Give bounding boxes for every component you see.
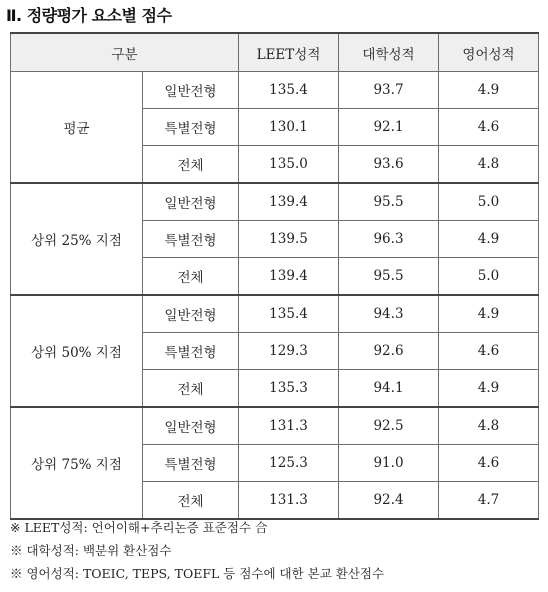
- english-cell: 4.9: [439, 370, 539, 408]
- gpa-cell: 95.5: [339, 258, 439, 296]
- gpa-cell: 93.7: [339, 72, 439, 109]
- gpa-cell: 92.4: [339, 482, 439, 520]
- leet-cell: 135.0: [239, 146, 339, 184]
- table-header-row: [11, 33, 539, 72]
- admission-type-cell: 전체: [143, 258, 239, 296]
- group-label: 상위 25% 지점: [11, 183, 143, 295]
- table-row: [11, 407, 539, 445]
- score-table: [10, 32, 539, 520]
- gpa-cell: 92.5: [339, 407, 439, 445]
- leet-cell: 130.1: [239, 109, 339, 146]
- english-cell: 4.9: [439, 295, 539, 333]
- leet-cell: 131.3: [239, 482, 339, 520]
- header-english: 영어성적: [439, 33, 539, 72]
- admission-type-cell: 일반전형: [143, 72, 239, 109]
- header-category: 구분: [11, 33, 239, 72]
- admission-type-cell: 일반전형: [143, 183, 239, 221]
- gpa-cell: 91.0: [339, 445, 439, 482]
- english-cell: 4.9: [439, 221, 539, 258]
- admission-type-cell: 일반전형: [143, 407, 239, 445]
- english-cell: 4.8: [439, 146, 539, 184]
- gpa-cell: 96.3: [339, 221, 439, 258]
- gpa-cell: 95.5: [339, 183, 439, 221]
- admission-type-cell: 전체: [143, 146, 239, 184]
- english-cell: 4.9: [439, 72, 539, 109]
- gpa-cell: 94.1: [339, 370, 439, 408]
- leet-cell: 135.4: [239, 295, 339, 333]
- english-cell: 4.6: [439, 333, 539, 370]
- leet-cell: 135.4: [239, 72, 339, 109]
- leet-cell: 139.4: [239, 183, 339, 221]
- english-cell: 4.6: [439, 109, 539, 146]
- table-row: [11, 183, 539, 221]
- english-cell: 5.0: [439, 258, 539, 296]
- admission-type-cell: 특별전형: [143, 333, 239, 370]
- gpa-cell: 92.6: [339, 333, 439, 370]
- admission-type-cell: 특별전형: [143, 109, 239, 146]
- leet-cell: 139.5: [239, 221, 339, 258]
- leet-cell: 131.3: [239, 407, 339, 445]
- gpa-cell: 92.1: [339, 109, 439, 146]
- gpa-cell: 93.6: [339, 146, 439, 184]
- leet-cell: 139.4: [239, 258, 339, 296]
- footnote-gpa: ※ 대학성적: 백분위 환산점수: [10, 543, 172, 558]
- gpa-cell: 94.3: [339, 295, 439, 333]
- table-row: [11, 72, 539, 109]
- group-label: 상위 75% 지점: [11, 407, 143, 519]
- leet-cell: 129.3: [239, 333, 339, 370]
- group-label: 상위 50% 지점: [11, 295, 143, 407]
- admission-type-cell: 전체: [143, 482, 239, 520]
- section-title: Ⅱ. 정량평가 요소별 점수: [6, 6, 172, 25]
- footnotes: [10, 516, 384, 585]
- header-gpa: 대학성적: [339, 33, 439, 72]
- table-body: [11, 72, 539, 520]
- footnote-leet: ※ LEET성적: 언어이해+추리논증 표준점수 合: [10, 520, 268, 535]
- english-cell: 4.8: [439, 407, 539, 445]
- admission-type-cell: 특별전형: [143, 221, 239, 258]
- leet-cell: 125.3: [239, 445, 339, 482]
- english-cell: 4.6: [439, 445, 539, 482]
- english-cell: 4.7: [439, 482, 539, 520]
- admission-type-cell: 전체: [143, 370, 239, 408]
- admission-type-cell: 일반전형: [143, 295, 239, 333]
- group-label: 평균: [11, 72, 143, 184]
- table-row: [11, 295, 539, 333]
- footnote-english: ※ 영어성적: TOEIC, TEPS, TOEFL 등 점수에 대한 본교 환산점수: [10, 566, 385, 581]
- leet-cell: 135.3: [239, 370, 339, 408]
- admission-type-cell: 특별전형: [143, 445, 239, 482]
- english-cell: 5.0: [439, 183, 539, 221]
- header-leet: LEET성적: [239, 33, 339, 72]
